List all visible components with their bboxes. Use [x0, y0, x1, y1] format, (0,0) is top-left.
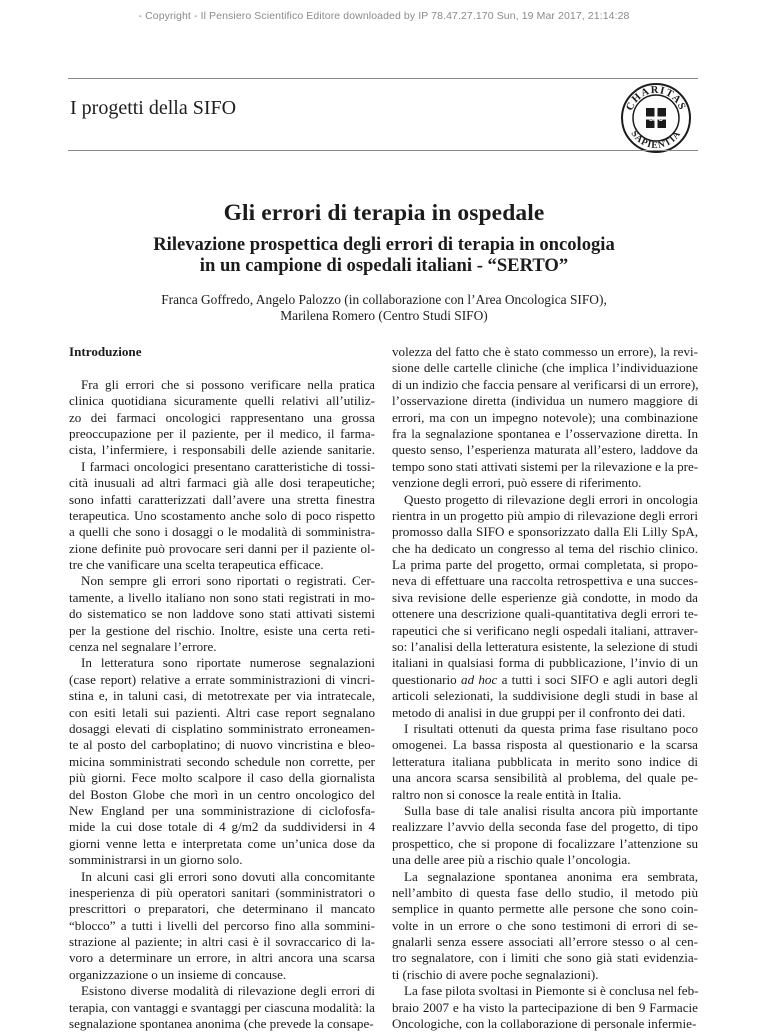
charitas-sapientia-seal-icon	[620, 82, 692, 154]
header-rule-bottom	[68, 150, 698, 151]
paragraph-line: “blocco” a tutti i livelli del percorso fino alla sommini-	[69, 917, 375, 933]
authors	[0, 292, 768, 324]
paragraph-line: venzione degli errori, può essere di riferimento.	[392, 475, 642, 491]
article-title: Gli errori di terapia in ospedale	[223, 200, 545, 226]
paragraph-line: nell’ambito di questa fase dello studio, il metodo più	[392, 884, 698, 900]
paragraph-line: cista, l’infermiere, i responsabili delle aziende sanitarie.	[69, 442, 375, 458]
paragraph-line: sione delle cartelle cliniche (che implica l’individuazione	[392, 360, 698, 376]
paragraph-line: braio 2007 e ha visto la partecipazione di ben 9 Farmacie	[392, 999, 698, 1015]
paragraph-line: I risultati ottenuti da questa prima fase risultano poco	[404, 720, 698, 736]
paragraph-line: rientra in un progetto più ampio di rilevazione degli errori	[392, 507, 698, 523]
paragraph-line: cenza nel segnalare l’errore.	[69, 639, 217, 655]
paragraph-line: una ancora scarsa sensibilità al problema, del quale pe-	[392, 770, 698, 786]
subtitle-line: Rilevazione prospettica degli errori di terapia in oncologia	[153, 234, 615, 255]
article-subtitle	[0, 234, 768, 276]
paragraph-line: del Boston Globe che morì in un centro oncologico del	[69, 786, 375, 802]
paragraph-line: Fra gli errori che si possono verificare nella pratica	[81, 376, 375, 392]
paragraph-line: te al posto del carboplatino; di nuovo vincristina e bleo-	[69, 737, 375, 753]
paragraph-line: promosso dalla SIFO e sponsorizzato dalla Eli Lilly SpA,	[392, 524, 698, 540]
seal-center-text: SIFO	[648, 117, 664, 123]
paragraph-line: do sistematico se non laddove sono stati attivati sistemi	[69, 606, 375, 622]
paragraph-line: mide la cui dose totale di 4 g/m2 da suddividersi in 4	[69, 819, 375, 835]
paragraph-line: questo senso, l’esperienza maturata all’estero, laddove da	[392, 442, 698, 458]
paragraph-line: realizzare l’avvio della seconda fase del progetto, di tipo	[392, 819, 698, 835]
paragraph-line: terapia, con vantaggi e svantaggi per ciascuna modalità: la	[69, 999, 375, 1015]
paragraph-line: sono infatti caratterizzati dall’avere una stretta finestra	[69, 491, 375, 507]
paragraph-line: La fase pilota svoltasi in Piemonte si è conclusa nel feb-	[404, 983, 699, 999]
paragraph-line: stina e, in taluni casi, di metotrexate per via intratecale,	[69, 688, 375, 704]
paragraph-line: rapeutici che si verificano negli ospedali italiani, attraver-	[392, 622, 698, 638]
paragraph-line: New England per una somministrazione di ciclofosfa-	[69, 802, 375, 818]
paragraph-line: a quelli che sono i dosaggi o le modalità di somministra-	[69, 524, 375, 540]
header-rule-top	[68, 78, 698, 79]
paragraph-line: semplice in quanto permette alle persone che sono coin-	[392, 901, 698, 917]
paragraph-line: zo dei farmaci oncologici rappresentano una grossa	[69, 409, 375, 425]
paragraph-line: organizzazione o un insieme di concause.	[69, 966, 287, 982]
paragraph-line: somministrarsi in un giorno solo.	[69, 852, 243, 868]
paragraph-line: zione definite può provocare seri danni per il paziente ol-	[69, 540, 375, 556]
paragraph-line: neva di effettuare una raccolta retrospettiva e una succes-	[392, 573, 698, 589]
paragraph-line: Non sempre gli errori sono riportati o registrati. Cer-	[81, 573, 375, 589]
paragraph-line: l’osservazione diretta (individua un numero maggiore di	[392, 393, 698, 409]
paragraph-line: per la gestione del rischio. Inoltre, esiste una certa reti-	[69, 622, 375, 638]
paragraph-line: omogenei. La bassa risposta al questionario e la scarsa	[392, 737, 698, 753]
paragraph-line: cità inusuali ad altri farmaci già alle dosi terapeutiche;	[69, 475, 375, 491]
section-label: I progetti della SIFO	[70, 97, 237, 119]
paragraph-line: siva revisione delle esperienze già condotte, in modo da	[392, 589, 698, 605]
paragraph-line: volte in un errore o che sono testimoni di errori di se-	[392, 917, 698, 933]
paragraph-line: volezza del fatto che è stato commesso un errore), la revi-	[392, 344, 698, 359]
paragraph-line: preoccupazione per il paziente, per il medico, il farma-	[69, 425, 375, 441]
paragraph-line: La segnalazione spontanea anonima era sembrata,	[404, 868, 698, 884]
italic-term: ad hoc	[461, 671, 498, 687]
paragraph-line: Oncologiche, con la collaborazione di personale infermie-	[392, 1016, 697, 1032]
paragraph-line: micina somministrati secondo schedule non corrette, per	[69, 753, 375, 769]
paragraph-line: prospettico, che si propone di focalizzare l’attenzione su	[392, 835, 698, 851]
paragraph-line: I farmaci oncologici presentano caratteristiche di tossi-	[81, 458, 375, 474]
section-heading: Introduzione	[69, 344, 142, 359]
paragraph-line: strazione al paziente; in altri casi è il sovraccarico di la-	[69, 934, 375, 950]
paragraph-line: tro segnalatore, con i limiti che sono già stati evidenzia-	[392, 950, 698, 966]
paragraph-line: raltro non si conosce la reale entità in Italia.	[392, 786, 622, 802]
paragraph-line: che ha dedicato un congresso al tema del rischio clinico.	[392, 540, 698, 556]
seal-bottom-text: SAPIENTIA	[628, 129, 684, 152]
left-column	[69, 344, 375, 1032]
seal-top-text: CHARITAS	[624, 84, 688, 113]
paragraph-line: (case report) relative a errate somministrazioni di vincri-	[69, 671, 375, 687]
paragraph-line: fra la segnalazione spontanea e l’osservazione diretta. In	[392, 425, 698, 441]
paragraph-line: Questo progetto di rilevazione degli errori in oncologia	[404, 491, 698, 507]
paragraph-line: più giorni. Fece molto scalpore il caso della giornalista	[69, 770, 375, 786]
paragraph-line: segnalazione spontanea anonima (che prevede la consape-	[69, 1016, 374, 1032]
paragraph-line: metodo di analisi in due gruppi per il confronto dei dati.	[392, 704, 686, 720]
paragraph-line: errori, ma con un impegno notevole); una combinazione	[392, 409, 698, 425]
paragraph-line: tempo sono stati attivati sistemi per la rilevazione e la pre-	[392, 458, 699, 474]
authors-line: Franca Goffredo, Angelo Palozzo (in collaborazione con l’Area Oncologica SIFO),	[161, 292, 607, 307]
paragraph-line: dosaggi elevati di cisplatino somministrato erroneamen-	[69, 720, 375, 736]
paragraph-line: gnalarli senza essere associati all’errore stesso o al cen-	[392, 934, 698, 950]
paragraph-line: In letteratura sono riportate numerose segnalazioni	[81, 655, 375, 671]
paragraph-line: tre che vanificare una scelta terapeutica efficace.	[69, 557, 324, 573]
paragraph-line: Sulla base di tale analisi risulta ancora più importante	[404, 802, 698, 818]
paragraph-line: voro a determinare un errore, in altri ancora una scarsa	[69, 950, 375, 966]
paragraph-line: italiani in qualsiasi forma di pubblicazione, l’invio di un	[392, 655, 698, 671]
paragraph-line: una delle aree più a rischio quale l’oncologia.	[392, 852, 631, 868]
paragraph-line: prescrittori o preparatori, che determinano il mancato	[69, 901, 375, 917]
paragraph-line: con esiti letali sui pazienti. Altri case report segnalano	[69, 704, 375, 720]
paragraph-line: In alcuni casi gli errori sono dovuti alla concomitante	[81, 868, 375, 884]
paragraph-line: letteratura italiana pubblicata in merito sono indice di	[392, 753, 698, 769]
subtitle-line: in un campione di ospedali italiani - “SERTO”	[199, 255, 569, 276]
authors-line: Marilena Romero (Centro Studi SIFO)	[280, 308, 488, 323]
paragraph-line: tamente, a livello italiano non sono stati registrati in mo-	[69, 589, 375, 605]
paragraph-line: La prima parte del progetto, ormai completata, si propo-	[392, 557, 698, 573]
paragraph-line: questionario ad hoc a tutti i soci SIFO e agli autori degli	[392, 671, 698, 687]
paragraph-line: ottenere una descrizione quali-quantitativa degli errori te-	[392, 606, 698, 622]
paragraph-line: so: l’analisi della letteratura esistente, la selezione di studi	[392, 639, 698, 655]
paragraph-line: Esistono diverse modalità di rilevazione degli errori di	[81, 983, 375, 999]
paragraph-line: clinica quotidiana sicuramente quelli relativi all’utiliz-	[69, 393, 375, 409]
paragraph-line: terapeutica. Uno scostamento anche solo di poco rispetto	[69, 507, 375, 523]
paragraph-line: giorni venne letta e interpretata come un’unica dose da	[69, 835, 375, 851]
paragraph-line: ti (rischio di avere poche segnalazioni).	[392, 966, 599, 982]
right-column	[392, 344, 698, 1032]
paragraph-line: inesperienza di più operatori sanitari (somministratori o	[69, 884, 375, 900]
paragraph-line: di un indizio che faccia pensare al verificarsi di un errore),	[392, 376, 699, 392]
paragraph-line: articoli selezionati, la suddivisione degli studi in base al	[392, 688, 698, 704]
copyright-notice: - Copyright - Il Pensiero Scientifico Editore downloaded by IP 78.47.27.170 Sun, 19 Mar 2017, 21:14:28	[138, 10, 630, 22]
